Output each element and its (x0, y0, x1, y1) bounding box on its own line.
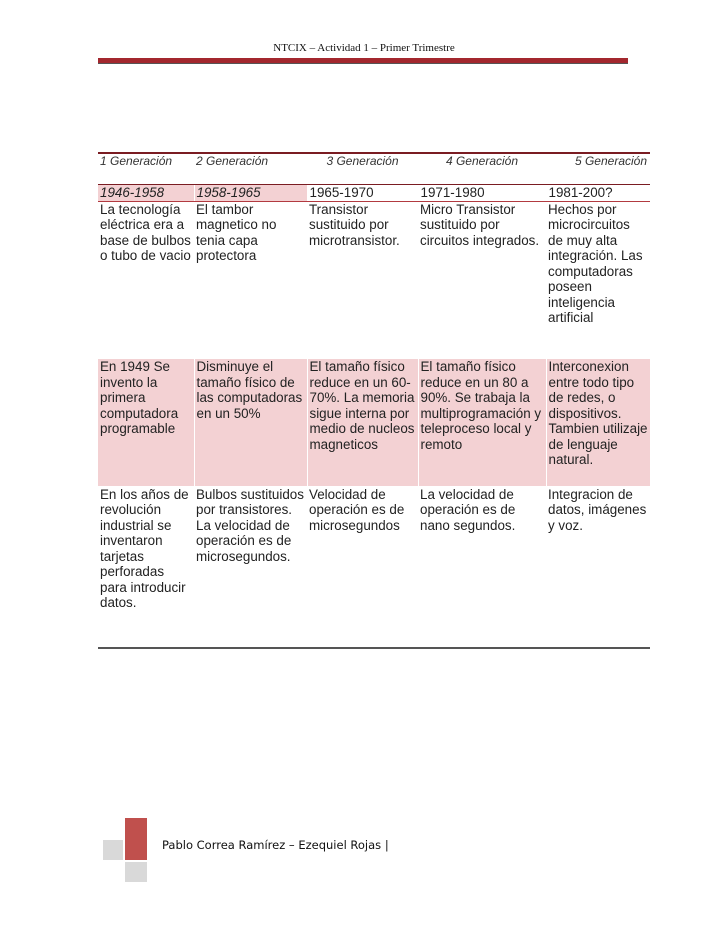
table-cell: Disminuye el tamaño físico de las computadoras en un 50% (194, 359, 307, 486)
table-cell: Transistor sustituido por microtransistor. (309, 201, 400, 248)
table-cell: 1965-1970 (307, 185, 418, 202)
table-cell: El tamaño físico reduce en un 60-70%. La memoria sigue interna por medio de nucleos magneticos (307, 359, 418, 486)
table-cell: La velocidad de operación es de nano segundos. (418, 486, 546, 648)
table-header-row (98, 153, 650, 185)
table-cell: Integracion de datos, imágenes y voz. (546, 486, 650, 648)
table-row (98, 201, 650, 359)
header-cell-4: 4 Generación (418, 153, 546, 185)
table-cell: Bulbos sustituidos por transistores. La velocidad de operación es de microsegundos. (194, 486, 307, 648)
table-row (98, 359, 650, 486)
header-rule (98, 58, 628, 64)
header-cell-3: 3 Generación (307, 153, 418, 185)
header-cell-2: 2 Generación (194, 153, 307, 185)
page-header: NTCIX – Actividad 1 – Primer Trimestre (273, 42, 455, 54)
table-cell: El tambor magnetico no tenia capa protectora (196, 201, 277, 263)
table-cell: En 1949 Se invento la primera computadora programable (98, 359, 194, 486)
table-cell: Interconexion entre todo tipo de redes, o dispositivos. Tambien utilizaje de lenguaje natural. (546, 359, 650, 486)
table-cell: En los años de revolución industrial se inventaron tarjetas perforadas para introducir datos. (98, 486, 194, 648)
table-cell: 1958-1965 (194, 185, 307, 202)
table-cell: El tamaño físico reduce en un 80 a 90%. Se trabaja la multiprogramación y teleproceso local y remoto (418, 359, 546, 486)
header-cell-5: 5 Generación (546, 153, 650, 185)
table-cell: Velocidad de operación es de microsegundos (307, 486, 418, 648)
footer-authors: Pablo Correa Ramírez – Ezequiel Rojas | (162, 838, 389, 852)
table-cell: Micro Transistor sustituido por circuitos integrados. (420, 201, 540, 248)
generations-table (98, 152, 650, 649)
table-cell: Hechos por microcircuitos de muy alta integración. Las computadoras poseen inteligencia artificial (548, 201, 643, 325)
header-cell-1: 1 Generación (98, 153, 194, 185)
table-cell: 1971-1980 (418, 185, 546, 202)
table-row (98, 486, 650, 648)
table-cell: La tecnología eléctrica era a base de bulbos o tubo de vacio (100, 201, 191, 263)
table-row (98, 185, 650, 202)
table-cell: 1946-1958 (98, 185, 194, 202)
table-cell: 1981-200? (546, 185, 650, 202)
